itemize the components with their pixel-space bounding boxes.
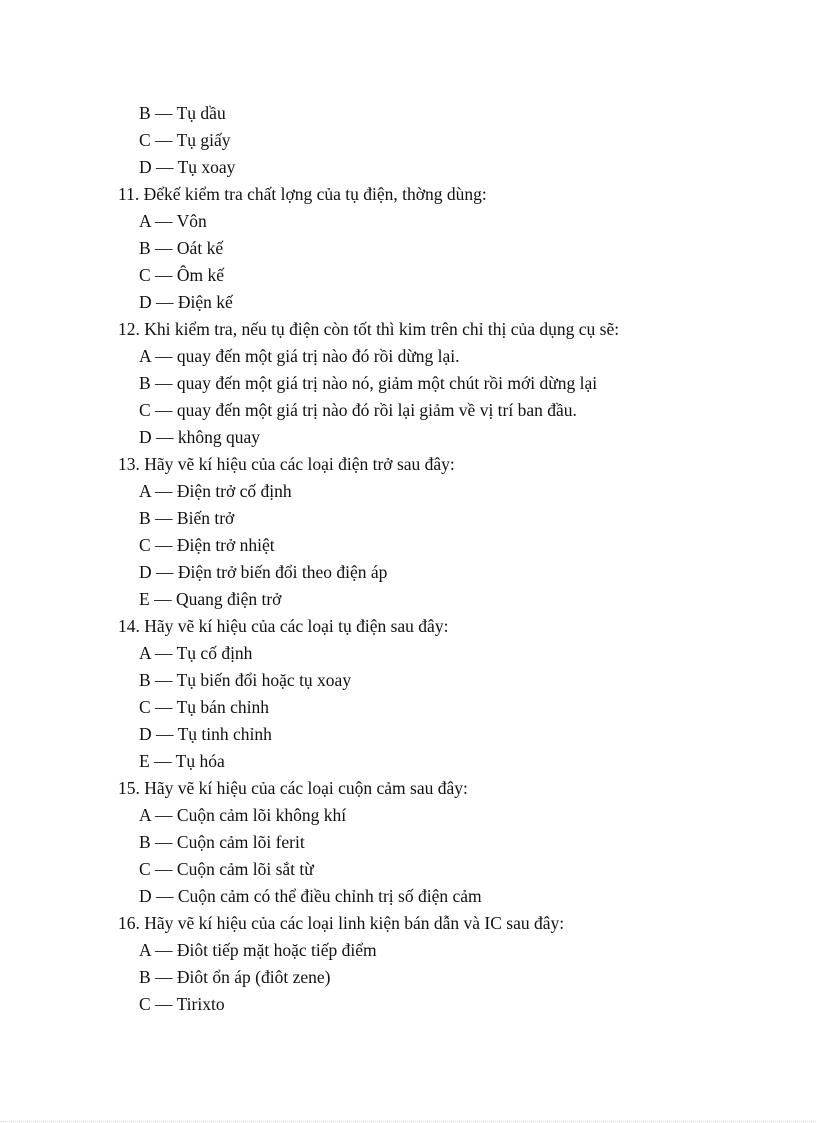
option-11-a: A — Vôn: [139, 211, 207, 231]
question-11: 11. Đểkế kiểm tra chất lợng của tụ điện, thờng dùng:: [118, 184, 487, 204]
option-15-a: A — Cuộn cảm lõi không khí: [139, 805, 347, 825]
option-13-e: E — Quang điện trở: [139, 589, 282, 609]
option-16-b: B — Điôt ổn áp (điôt zene): [139, 967, 331, 987]
option-10-d: D — Tụ xoay: [139, 157, 236, 177]
question-14: 14. Hãy vẽ kí hiệu của các loại tụ điện sau đây:: [118, 616, 449, 636]
option-10-c: C — Tụ giấy: [139, 130, 231, 150]
option-13-b: B — Biến trở: [139, 508, 235, 528]
option-14-b: B — Tụ biến đổi hoặc tụ xoay: [139, 670, 352, 690]
option-12-a: A — quay đến một giá trị nào đó rồi dừng lại.: [139, 346, 460, 366]
option-14-d: D — Tụ tinh chỉnh: [139, 724, 272, 744]
option-16-a: A — Điôt tiếp mặt hoặc tiếp điểm: [139, 940, 377, 960]
option-15-c: C — Cuộn cảm lõi sắt từ: [139, 859, 314, 879]
option-11-d: D — Điện kế: [139, 292, 233, 312]
page-bottom-divider: [0, 1121, 816, 1122]
option-13-c: C — Điện trở nhiệt: [139, 535, 275, 555]
option-16-c: C — Tirixto: [139, 994, 225, 1014]
option-15-b: B — Cuộn cảm lõi ferit: [139, 832, 305, 852]
option-11-b: B — Oát kế: [139, 238, 224, 258]
option-13-a: A — Điện trở cố định: [139, 481, 292, 501]
option-15-d: D — Cuộn cảm có thể điều chỉnh trị số điện cảm: [139, 886, 482, 906]
option-14-c: C — Tụ bán chỉnh: [139, 697, 269, 717]
option-11-c: C — Ôm kế: [139, 265, 225, 285]
question-16: 16. Hãy vẽ kí hiệu của các loại linh kiện bán dẫn và IC sau đây:: [118, 913, 565, 933]
option-12-c: C — quay đến một giá trị nào đó rồi lại giảm về vị trí ban đầu.: [139, 400, 577, 420]
option-12-d: D — không quay: [139, 427, 261, 447]
option-14-e: E — Tụ hóa: [139, 751, 225, 771]
option-13-d: D — Điện trở biến đổi theo điện áp: [139, 562, 388, 582]
question-15: 15. Hãy vẽ kí hiệu của các loại cuộn cảm sau đây:: [118, 778, 468, 798]
option-12-b: B — quay đến một giá trị nào nó, giảm một chút rồi mới dừng lại: [139, 373, 598, 393]
question-12: 12. Khi kiểm tra, nếu tụ điện còn tốt thì kim trên chỉ thị của dụng cụ sẽ:: [118, 319, 620, 339]
option-14-a: A — Tụ cố định: [139, 643, 253, 663]
document-page: [0, 100, 816, 1018]
question-13: 13. Hãy vẽ kí hiệu của các loại điện trở sau đây:: [118, 454, 455, 474]
option-10-b: B — Tụ dầu: [139, 103, 226, 123]
